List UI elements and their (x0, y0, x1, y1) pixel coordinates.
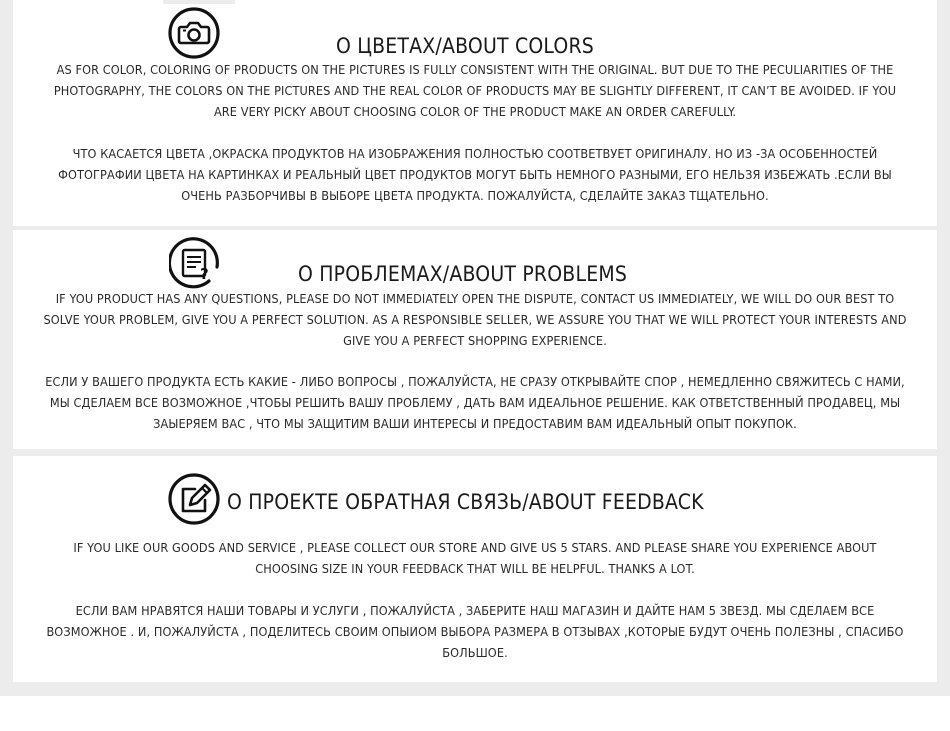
english-paragraph: IF YOU LIKE OUR GOODS AND SERVICE , PLEASE COLLECT OUR STORE AND GIVE US 5 STARS. AND PLEASE SHARE YOU EXPERIENCE ABOUT CHOOSING SIZE IN YOUR FEEDBACK THAT WILL BE HELPFUL. THANKS A LOT. (73, 540, 877, 576)
russian-paragraph: ЕСЛИ У ВАШЕГО ПРОДУКТА ЕСТЬ КАКИЕ - ЛИБО ВОПРОСЫ , ПОЖАЛУЙСТА, НЕ СРАЗУ ОТКРЫВАЙТЕ СПОР , НЕМЕДЛЕННО СВЯЖИТЕСЬ С НАМИ, МЫ СДЕЛАЕМ ВСЕ ВОЗМОЖНОЕ ,ЧТОБЫ РЕШИТЬ ВАШУ ПРОБЛЕМУ , ДАТЬ ВАМ ИДЕАЛЬНОЕ РЕШЕНИЕ. КАК ОТВЕТСТВЕННЫЙ ПРОДАВЕЦ, МЫ ЗАЫЕРЯЕМ ВАС , ЧТО МЫ ЗАЩИТИМ ВАШИ ИНТЕРЕСЫ И ПРЕДОСТАВИМ ВАМ ИДЕАЛЬНЫЙ ОПЫТ ПОКУПОК. (45, 374, 905, 431)
about-feedback-section (13, 456, 937, 682)
russian-paragraph: ЧТО КАСАЕТСЯ ЦВЕТА ,ОКРАСКА ПРОДУКТОВ НА ИЗОБРАЖЕНИЯ ПОЛНОСТЬЮ СООТВЕТВУЕТ ОРИГИНАЛУ. НО ИЗ -ЗА ОСОБЕННОСТЕЙ ФОТОГРАФИИ ЦВЕТА НА КАРТИНКАХ И РЕАЛЬНЫЙ ЦВЕТ ПРОДУКТОВ МОГУТ БЫТЬ НЕМНОГО РАЗНЫМИ, ЕГО НЕЛЬЗЯ ИЗБЕЖАТЬ .ЕСЛИ ВЫ ОЧЕНЬ РАЗБОРЧИВЫ В ВЫБОРЕ ЦВЕТА ПРОДУКТА. ПОЖАЛУЙСТА, СДЕЛАЙТЕ ЗАКАЗ ТЩАТЕЛЬНО. (58, 146, 892, 203)
question-document-icon (169, 237, 221, 289)
camera-icon (168, 7, 220, 59)
section-heading: О ПРОБЛЕМАХ/ABOUT PROBLEMS (298, 262, 628, 286)
edit-pencil-icon (168, 473, 220, 525)
section-heading: О ЦВЕТАХ/ABOUT COLORS (336, 34, 594, 58)
english-paragraph: AS FOR COLOR, COLORING OF PRODUCTS ON THE PICTURES IS FULLY CONSISTENT WITH THE ORIGINAL. BUT DUE TO THE PECULIARITIES OF THE PHOTOGRAPHY, THE COLORS ON THE PICTURES AND THE REAL COLOR OF PRODUCTS MAY BE SLIGHTLY DIFFERENT, IT CAN’T BE AVOIDED. IF YOU ARE VERY PICKY ABOUT CHOOSING COLOR OF THE PRODUCT MAKE AN ORDER CAREFULLY. (53, 62, 897, 119)
section-tab (163, 0, 235, 4)
russian-paragraph: ЕСЛИ ВАМ НРАВЯТСЯ НАШИ ТОВАРЫ И УСЛУГИ , ПОЖАЛУЙСТА , ЗАБЕРИТЕ НАШ МАГАЗИН И ДАЙТЕ НАМ 5 ЗВЕЗД. МЫ СДЕЛАЕМ ВСЕ ВОЗМОЖНОЕ . И, ПОЖАЛУЙСТА , ПОДЕЛИТЕСЬ СВОИМ ОПЫИОМ ВЫБОРА РАЗМЕРА В ОТЗЫВАХ ,КОТОРЫЕ БУДУТ ОЧЕНЬ ПОЛЕЗНЫ , СПАСИБО БОЛЬШОЕ. (46, 603, 904, 660)
about-colors-section (13, 0, 937, 226)
section-heading: О ПРОЕКТЕ ОБРАТНАЯ СВЯЗЬ/ABOUT FEEDBACK (227, 490, 704, 514)
about-problems-section (13, 230, 937, 449)
svg-text:?: ? (200, 265, 209, 283)
english-paragraph: IF YOU PRODUCT HAS ANY QUESTIONS, PLEASE DO NOT IMMEDIATELY OPEN THE DISPUTE, CONTACT US IMMEDIATELY, WE WILL DO OUR BEST TO SOLVE YOUR PROBLEM, GIVE YOU A PERFECT SOLUTION. AS A RESPONSIBLE SELLER, WE ASSURE YOU THAT WE WILL PROTECT YOUR INTERESTS AND GIVE YOU A PERFECT SHOPPING EXPERIENCE. (43, 291, 907, 348)
